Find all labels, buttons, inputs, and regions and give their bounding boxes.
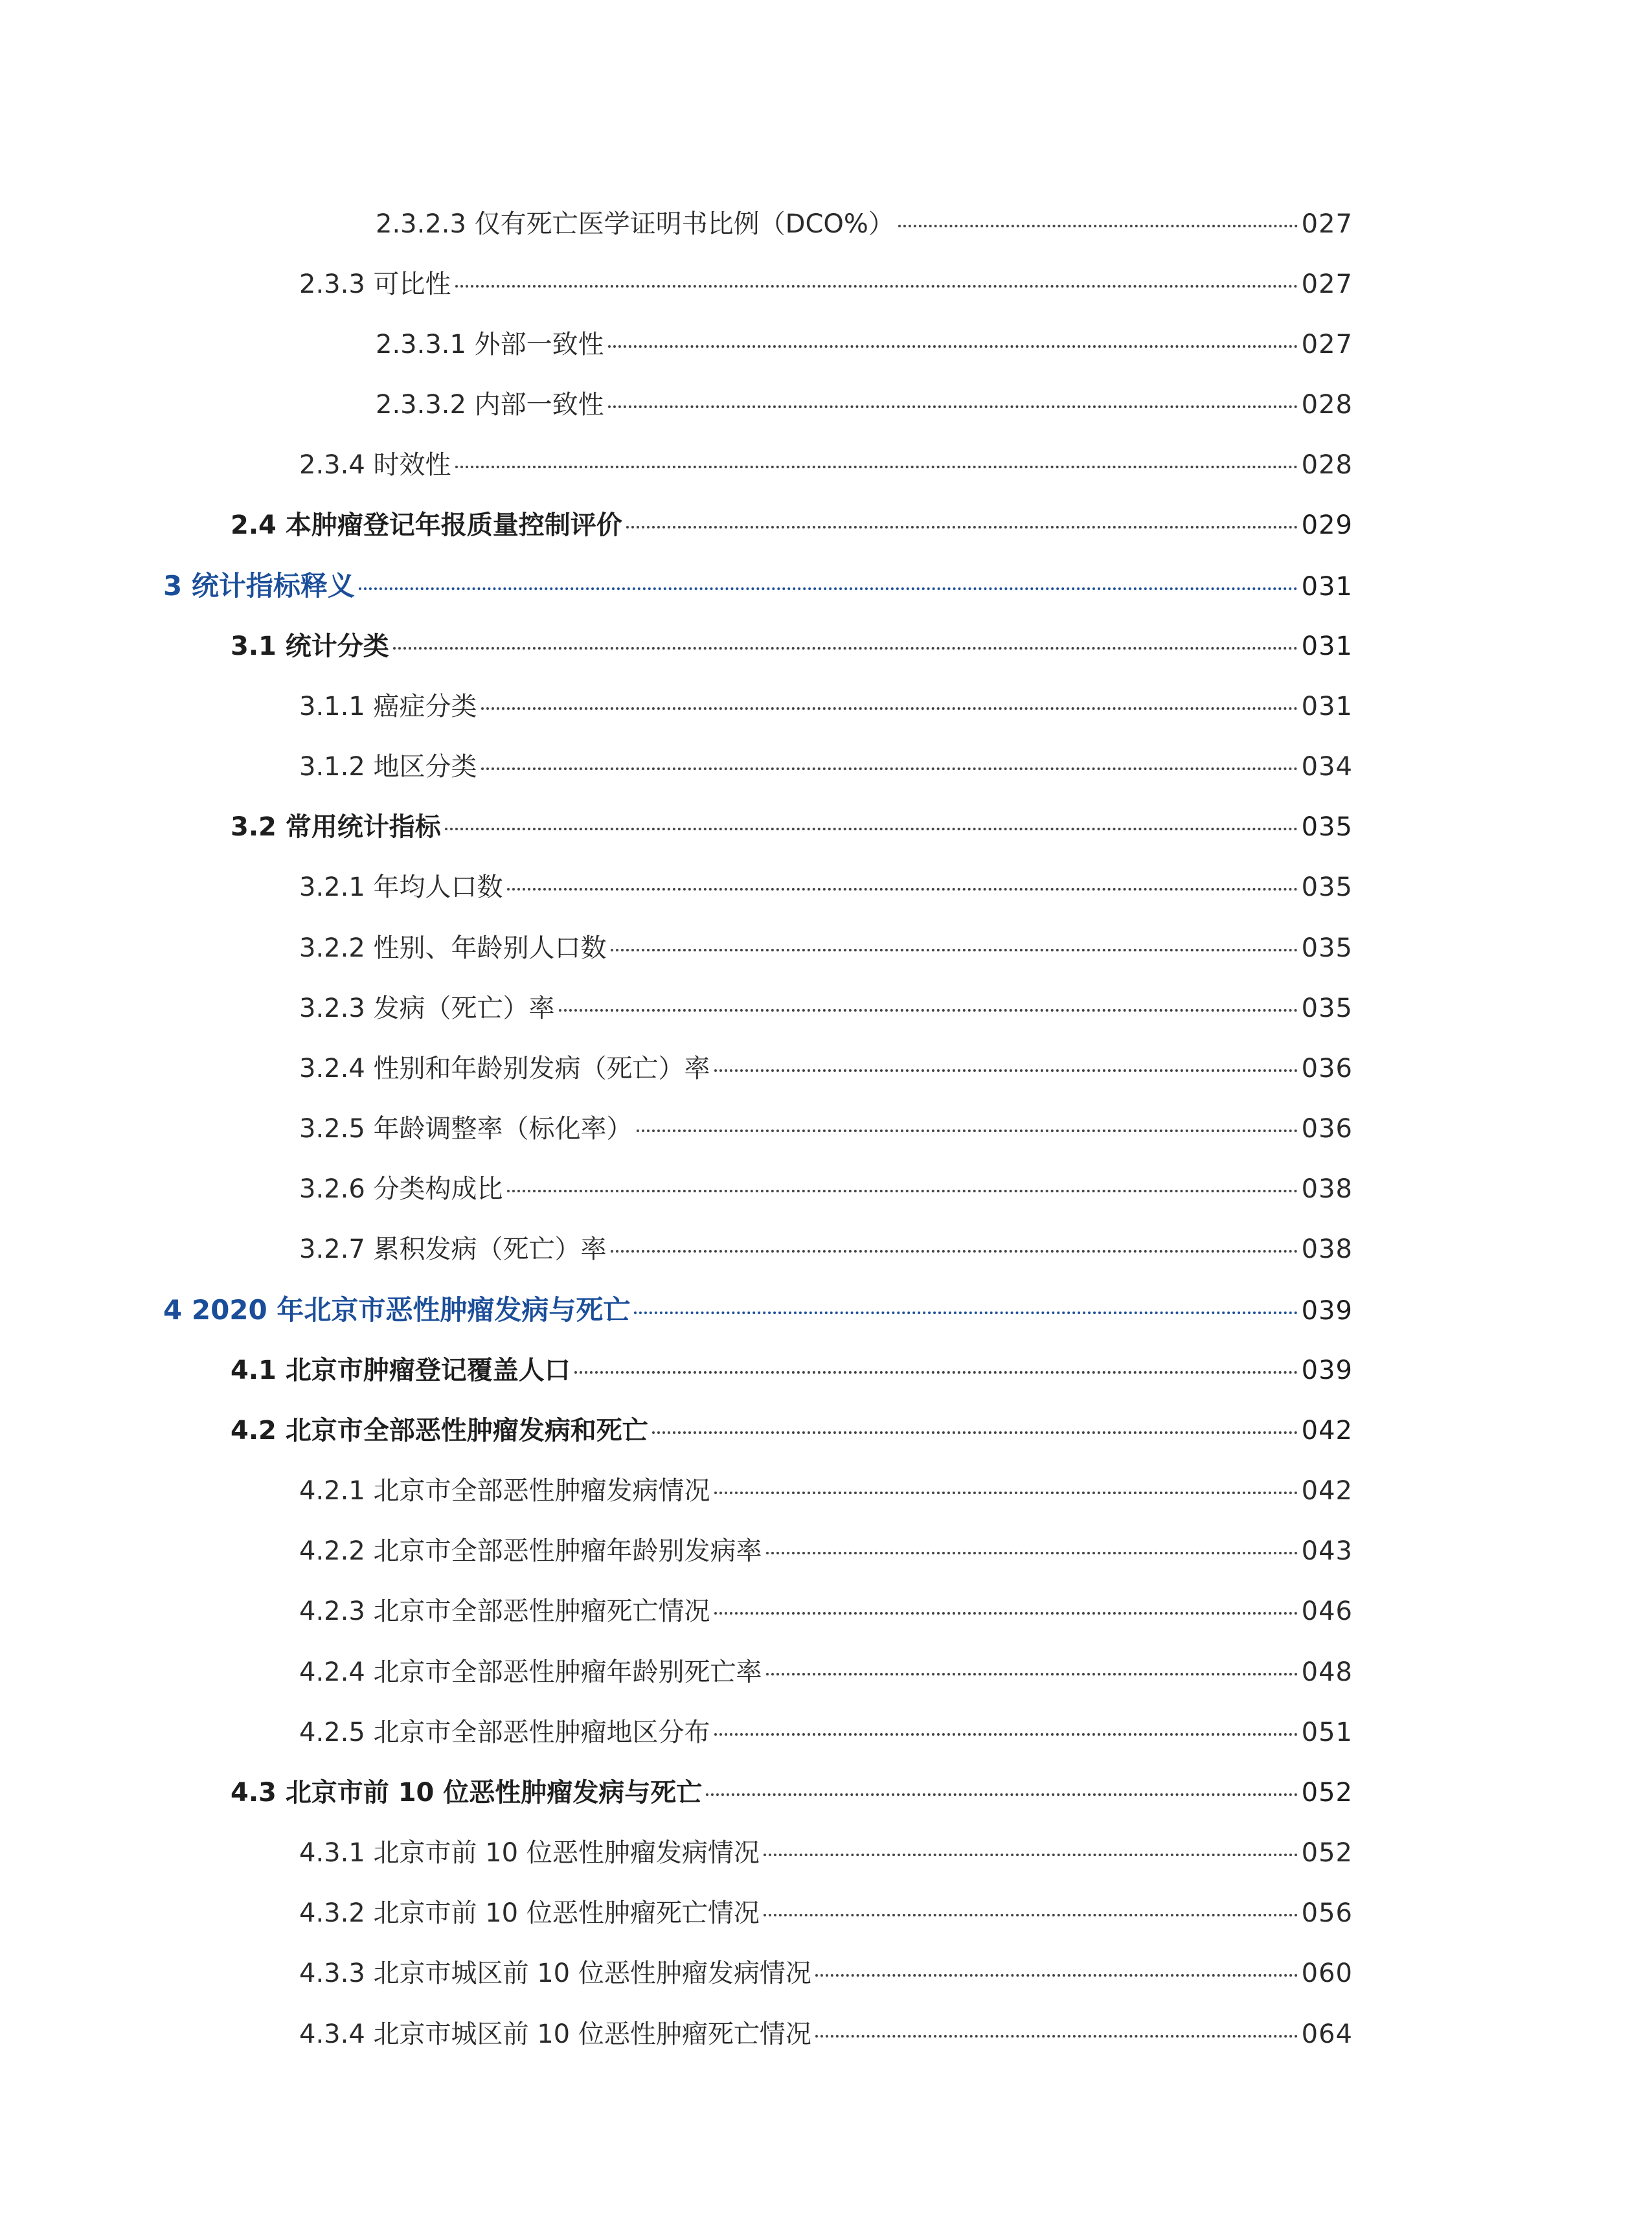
toc-entry-title: 4.2.4 北京市全部恶性肿瘤年龄别死亡率 [299,1657,762,1687]
toc-entry-page: 042 [1301,1416,1353,1446]
toc-entry-page: 042 [1301,1476,1353,1506]
toc-entry-page: 052 [1301,1778,1353,1808]
toc-entry-title: 4.2.1 北京市全部恶性肿瘤发病情况 [299,1476,710,1506]
dot-leader [608,345,1298,348]
toc-entry-title: 2.3.3.1 外部一致性 [376,330,604,359]
toc-entry[interactable] [299,266,1353,302]
toc-entry-title: 4.3.1 北京市前 10 位恶性肿瘤发病情况 [299,1838,760,1868]
toc-entry-page: 038 [1301,1174,1353,1204]
toc-entry-page: 029 [1301,510,1353,540]
dot-leader [714,1733,1298,1736]
dot-leader [608,405,1298,408]
toc-entry-page: 035 [1301,872,1353,902]
toc-entry[interactable] [299,447,1353,483]
toc-entry-title: 2.3.2.3 仅有死亡医学证明书比例（DCO%） [376,209,894,239]
dot-leader [481,767,1298,770]
toc-entry[interactable] [299,1593,1353,1630]
dot-leader [611,949,1298,951]
dot-leader [898,225,1298,227]
toc-entry-page: 035 [1301,812,1353,842]
toc-entry-page: 031 [1301,572,1353,602]
toc-entry-title: 3.1.1 癌症分类 [299,692,477,721]
toc-entry-title: 3.2 常用统计指标 [231,812,441,842]
toc-entry-title: 4.3 北京市前 10 位恶性肿瘤发病与死亡 [231,1778,703,1808]
toc-entry[interactable] [163,568,1353,604]
toc-entry-page: 060 [1301,1959,1353,1988]
dot-leader [574,1371,1298,1374]
toc-entry-page: 027 [1301,330,1353,359]
toc-entry[interactable] [299,1171,1353,1207]
toc-entry-page: 043 [1301,1536,1353,1566]
dot-leader [714,1612,1298,1615]
dot-leader [815,1974,1298,1977]
toc-entry[interactable] [231,809,1353,845]
toc-entry[interactable] [299,1955,1353,1992]
toc-entry[interactable] [299,990,1353,1027]
toc-entry-title: 4.2.5 北京市全部恶性肿瘤地区分布 [299,1718,710,1747]
toc-entry-page: 028 [1301,390,1353,420]
toc-entry-title: 3.2.7 累积发病（死亡）率 [299,1234,607,1264]
toc-entry-title: 4.3.3 北京市城区前 10 位恶性肿瘤发病情况 [299,1959,811,1988]
toc-entry[interactable] [299,688,1353,725]
dot-leader [706,1793,1297,1796]
dot-leader [764,1914,1298,1916]
toc-entry-title: 3 统计指标释义 [163,570,355,602]
toc-entry-title: 2.3.4 时效性 [299,450,451,480]
toc-entry[interactable] [299,1533,1353,1569]
toc-entry-title: 4.3.2 北京市前 10 位恶性肿瘤死亡情况 [299,1898,760,1928]
dot-leader [637,1130,1298,1132]
toc-entry[interactable] [299,869,1353,905]
toc-entry-page: 048 [1301,1657,1353,1687]
toc-entry-page: 028 [1301,450,1353,480]
toc-entry-title: 3.2.6 分类构成比 [299,1174,503,1204]
toc-entry-title: 3.2.2 性别、年龄别人口数 [299,933,607,963]
toc-entry[interactable] [231,1775,1353,1811]
dot-leader [626,526,1298,528]
dot-leader [481,707,1298,710]
toc-entry[interactable] [299,1895,1353,1931]
toc-entry-title: 3.2.1 年均人口数 [299,872,503,902]
toc-entry-page: 034 [1301,752,1353,782]
toc-entry[interactable] [299,2016,1353,2052]
toc-entry-page: 039 [1301,1356,1353,1385]
toc-entry-title: 3.2.4 性别和年龄别发病（死亡）率 [299,1054,710,1084]
toc-entry[interactable] [299,1835,1353,1871]
toc-entry-page: 036 [1301,1054,1353,1084]
dot-leader [764,1854,1298,1856]
toc-entry-page: 027 [1301,209,1353,239]
dot-leader [507,1190,1298,1192]
dot-leader [652,1431,1298,1434]
toc-entry[interactable] [231,1352,1353,1389]
toc-entry[interactable] [299,1051,1353,1087]
toc-entry-page: 051 [1301,1718,1353,1747]
toc-entry-page: 027 [1301,269,1353,299]
toc-entry-title: 3.1.2 地区分类 [299,752,477,782]
toc-entry-title: 4.1 北京市肿瘤登记覆盖人口 [231,1356,571,1385]
toc-entry[interactable] [376,387,1353,423]
toc-entry-page: 031 [1301,631,1353,661]
toc-entry-page: 052 [1301,1838,1353,1868]
toc-entry-title: 4.2 北京市全部恶性肿瘤发病和死亡 [231,1416,648,1446]
toc-entry[interactable] [299,1111,1353,1147]
toc-entry-page: 056 [1301,1898,1353,1928]
toc-entry-title: 4.2.2 北京市全部恶性肿瘤年龄别发病率 [299,1536,762,1566]
toc-entry-title: 3.2.5 年龄调整率（标化率） [299,1114,633,1144]
toc-entry-page: 038 [1301,1234,1353,1264]
toc-entry-title: 3.2.3 发病（死亡）率 [299,994,555,1023]
toc-entry[interactable] [376,206,1353,242]
dot-leader [714,1492,1298,1494]
dot-leader [455,466,1298,468]
dot-leader [455,285,1298,288]
dot-leader [507,888,1298,891]
toc-entry-title: 2.4 本肿瘤登记年报质量控制评价 [231,510,622,540]
dot-leader [445,828,1298,830]
toc-entry[interactable] [231,1413,1353,1449]
toc-entry-title: 2.3.3 可比性 [299,269,451,299]
toc-entry-page: 046 [1301,1596,1353,1626]
toc-entry-page: 036 [1301,1114,1353,1144]
toc-entry[interactable] [299,930,1353,966]
toc-entry[interactable] [231,628,1353,664]
toc-entry-title: 4.3.4 北京市城区前 10 位恶性肿瘤死亡情况 [299,2019,811,2049]
dot-leader [393,647,1298,650]
toc-entry-title: 3.1 统计分类 [231,631,389,661]
toc-entry[interactable] [299,749,1353,785]
dot-leader [815,2035,1298,2038]
toc-entry[interactable] [299,1714,1353,1751]
dot-leader [714,1069,1298,1072]
toc-entry-page: 064 [1301,2019,1353,2049]
toc-entry[interactable] [376,326,1353,363]
toc-entry[interactable] [299,1654,1353,1690]
toc-entry[interactable] [163,1292,1353,1328]
toc-entry-page: 035 [1301,933,1353,963]
toc-entry-title: 2.3.3.2 内部一致性 [376,390,604,420]
dot-leader [766,1673,1298,1675]
toc-entry-title: 4.2.3 北京市全部恶性肿瘤死亡情况 [299,1596,710,1626]
toc-entry[interactable] [231,507,1353,543]
dot-leader [559,1009,1298,1012]
toc-entry-title: 4 2020 年北京市恶性肿瘤发病与死亡 [163,1294,631,1326]
dot-leader [611,1250,1298,1253]
dot-leader [766,1552,1298,1554]
toc-entry[interactable] [299,1473,1353,1509]
toc-entry-page: 039 [1301,1296,1353,1326]
dot-leader [359,587,1298,590]
dot-leader [634,1312,1297,1314]
toc-entry[interactable] [299,1231,1353,1267]
toc-entry-page: 031 [1301,692,1353,721]
toc-entry-page: 035 [1301,994,1353,1023]
